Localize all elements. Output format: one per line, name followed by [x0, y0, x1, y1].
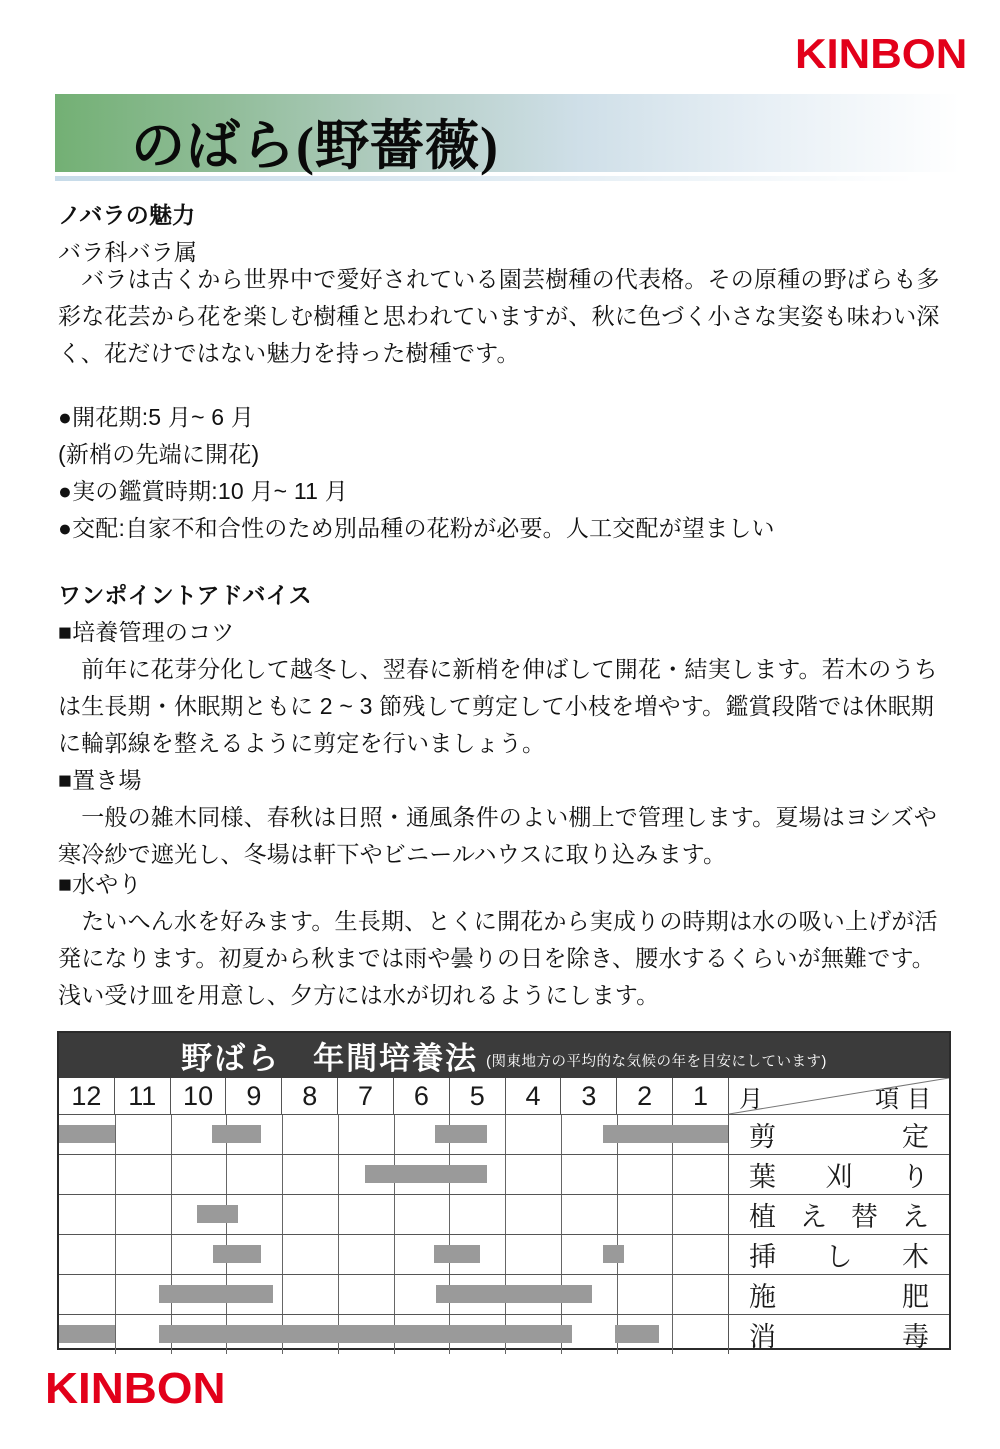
chart-row [59, 1274, 949, 1314]
row-label-char: 剪 [749, 1122, 776, 1152]
grid-line [338, 1235, 339, 1274]
row-month-grid [59, 1275, 728, 1314]
schedule-bar [59, 1125, 115, 1143]
schedule-bar [159, 1285, 273, 1303]
grid-line [282, 1115, 283, 1154]
chart-subtitle: (関東地方の平均的な気候の年を目安にしています) [486, 1054, 827, 1070]
grid-line [394, 1195, 395, 1234]
chart-row [59, 1234, 949, 1274]
corner-month-label: 月 [739, 1087, 763, 1113]
row-month-grid [59, 1235, 728, 1274]
grid-line [617, 1195, 618, 1234]
grid-line [115, 1155, 116, 1194]
row-label-char: 植 [749, 1202, 776, 1232]
schedule-bar [436, 1285, 592, 1303]
grid-line [115, 1195, 116, 1234]
row-label-char: り [901, 1162, 929, 1192]
grid-line [282, 1195, 283, 1234]
chart-row [59, 1114, 949, 1154]
row-label [728, 1235, 949, 1274]
intro-heading: ノバラの魅力 [58, 202, 196, 228]
grid-line [115, 1115, 116, 1154]
advice-section-title: ■培養管理のコツ [58, 619, 235, 645]
row-month-grid [59, 1155, 728, 1194]
grid-line [282, 1235, 283, 1274]
schedule-bar [59, 1325, 115, 1343]
chart-row [59, 1314, 949, 1354]
grid-line [282, 1155, 283, 1194]
advice-heading: ワンポイントアドバイス [58, 582, 312, 608]
schedule-bar [603, 1245, 625, 1263]
grid-line [115, 1275, 116, 1314]
schedule-bar [603, 1125, 728, 1143]
row-month-grid [59, 1195, 728, 1234]
kinbon-logo-bottom: KINBON [45, 1364, 226, 1413]
grid-line [505, 1115, 506, 1154]
grid-line [171, 1195, 172, 1234]
advice-section-body: 前年に花芽分化して越冬し、翌春に新梢を伸ばして開花・結実します。若木のうちは生長期・休眠期ともに 2 ~ 3 節残して剪定して小枝を増やす。鑑賞段階では休眠期に輪郭線を整えるように剪定を行いましょう。 [58, 656, 938, 756]
grid-line [115, 1235, 116, 1274]
grid-line [505, 1195, 506, 1234]
chart-title: 野ばら 年間培養法 [181, 1041, 479, 1076]
chart-title-bar [59, 1033, 949, 1078]
month-header-cell: 8 [282, 1078, 338, 1114]
grid-line [226, 1155, 227, 1194]
row-label-char: 刈 [825, 1162, 853, 1192]
schedule-bar [434, 1245, 480, 1263]
schedule-bar [159, 1325, 572, 1343]
advice-section-title: ■置き場 [58, 767, 142, 793]
grid-line [617, 1155, 618, 1194]
fact-line: ●交配:自家不和合性のため別品種の花粉が必要。人工交配が望ましい [58, 515, 775, 541]
row-label-char: 替 [850, 1202, 878, 1232]
row-label-char: 肥 [901, 1282, 929, 1312]
row-month-grid [59, 1315, 728, 1354]
intro-body: バラは古くから世界中で愛好されている園芸樹種の代表格。その原種の野ばらも多彩な花芸から花を楽しむ樹種と思われていますが、秋に色づく小さな実姿も味わい深く、花だけではない魅力を持った樹種です。 [58, 266, 940, 366]
grid-line [449, 1195, 450, 1234]
fact-line: ●開花期:5 月~ 6 月 [58, 404, 255, 430]
grid-line [171, 1115, 172, 1154]
row-label [728, 1275, 949, 1314]
row-label-char: 定 [901, 1122, 929, 1152]
month-header-cell: 2 [617, 1078, 673, 1114]
row-label-char: え [901, 1202, 929, 1232]
grid-line [672, 1155, 673, 1194]
fact-line: ●実の鑑賞時期:10 月~ 11 月 [58, 478, 348, 504]
grid-line [338, 1115, 339, 1154]
intro-subheading: バラ科バラ属 [58, 239, 198, 265]
grid-line [338, 1155, 339, 1194]
advice-section-title: ■水やり [58, 871, 142, 897]
month-header-cell: 7 [338, 1078, 394, 1114]
month-header-strip [59, 1078, 728, 1114]
month-header-cell: 4 [506, 1078, 562, 1114]
row-label-char: し [825, 1242, 853, 1272]
row-label-char: 葉 [749, 1162, 776, 1192]
schedule-bar [197, 1205, 238, 1223]
grid-line [617, 1275, 618, 1314]
month-header-cell: 1 [693, 1081, 709, 1111]
month-header-cell: 3 [561, 1078, 617, 1114]
page-title: のばら(野薔薇) [131, 116, 499, 176]
annual-care-chart [57, 1031, 951, 1350]
row-label [728, 1115, 949, 1154]
grid-line [561, 1195, 562, 1234]
advice-section-body: たいへん水を好みます。生長期、とくに開花から実成りの時期は水の吸い上げが活発になります。初夏から秋までは雨や曇りの日を除き、腰水するくらいが無難です。浅い受け皿を用意し、夕方には水が切れるようにします。 [58, 908, 938, 1008]
row-month-grid [59, 1115, 728, 1154]
grid-line [394, 1235, 395, 1274]
schedule-bar [365, 1165, 488, 1183]
corner-cell [728, 1078, 949, 1114]
grid-line [394, 1275, 395, 1314]
row-label-char: 挿 [749, 1242, 776, 1272]
row-label [728, 1195, 949, 1234]
grid-line [672, 1195, 673, 1234]
month-header-cell: 5 [450, 1078, 506, 1114]
grid-line [561, 1115, 562, 1154]
fact-line: (新梢の先端に開花) [58, 441, 260, 467]
row-label-char: 毒 [901, 1322, 929, 1352]
grid-line [171, 1155, 172, 1194]
facts-list [58, 399, 946, 547]
row-label-char: 施 [749, 1282, 776, 1312]
schedule-bar [435, 1125, 487, 1143]
grid-line [672, 1315, 673, 1354]
row-label-char: え [799, 1202, 827, 1232]
grid-line [505, 1155, 506, 1194]
chart-row [59, 1194, 949, 1234]
month-header-cell: 12 [59, 1078, 115, 1114]
schedule-bar [212, 1125, 261, 1143]
grid-line [338, 1195, 339, 1234]
month-header-cell: 9 [226, 1078, 282, 1114]
month-header-cell: 11 [115, 1078, 171, 1114]
schedule-bar [615, 1325, 659, 1343]
month-header-cell: 10 [171, 1078, 227, 1114]
grid-line [561, 1155, 562, 1194]
grid-line [282, 1275, 283, 1314]
grid-line [115, 1315, 116, 1354]
grid-line [338, 1275, 339, 1314]
grid-line [672, 1275, 673, 1314]
chart-body [59, 1114, 949, 1354]
month-row [59, 1078, 949, 1114]
banner-underline [55, 176, 960, 181]
corner-item-label: 項目 [874, 1087, 939, 1113]
row-label [728, 1155, 949, 1194]
grid-line [561, 1235, 562, 1274]
row-label-char: 木 [901, 1242, 929, 1272]
grid-line [505, 1235, 506, 1274]
title-banner [55, 94, 960, 176]
schedule-bar [213, 1245, 261, 1263]
row-label-char: 消 [749, 1322, 776, 1352]
grid-line [672, 1235, 673, 1274]
grid-line [171, 1235, 172, 1274]
month-header-cell: 6 [394, 1078, 450, 1114]
grid-line [394, 1115, 395, 1154]
advice-section-body: 一般の雑木同様、春秋は日照・通風条件のよい棚上で管理します。夏場はヨシズや寒冷紗で遮光し、冬場は軒下やビニールハウスに取り込みます。 [58, 804, 938, 867]
row-label [728, 1315, 949, 1354]
kinbon-logo-top: KINBON [795, 30, 968, 77]
chart-row [59, 1154, 949, 1194]
